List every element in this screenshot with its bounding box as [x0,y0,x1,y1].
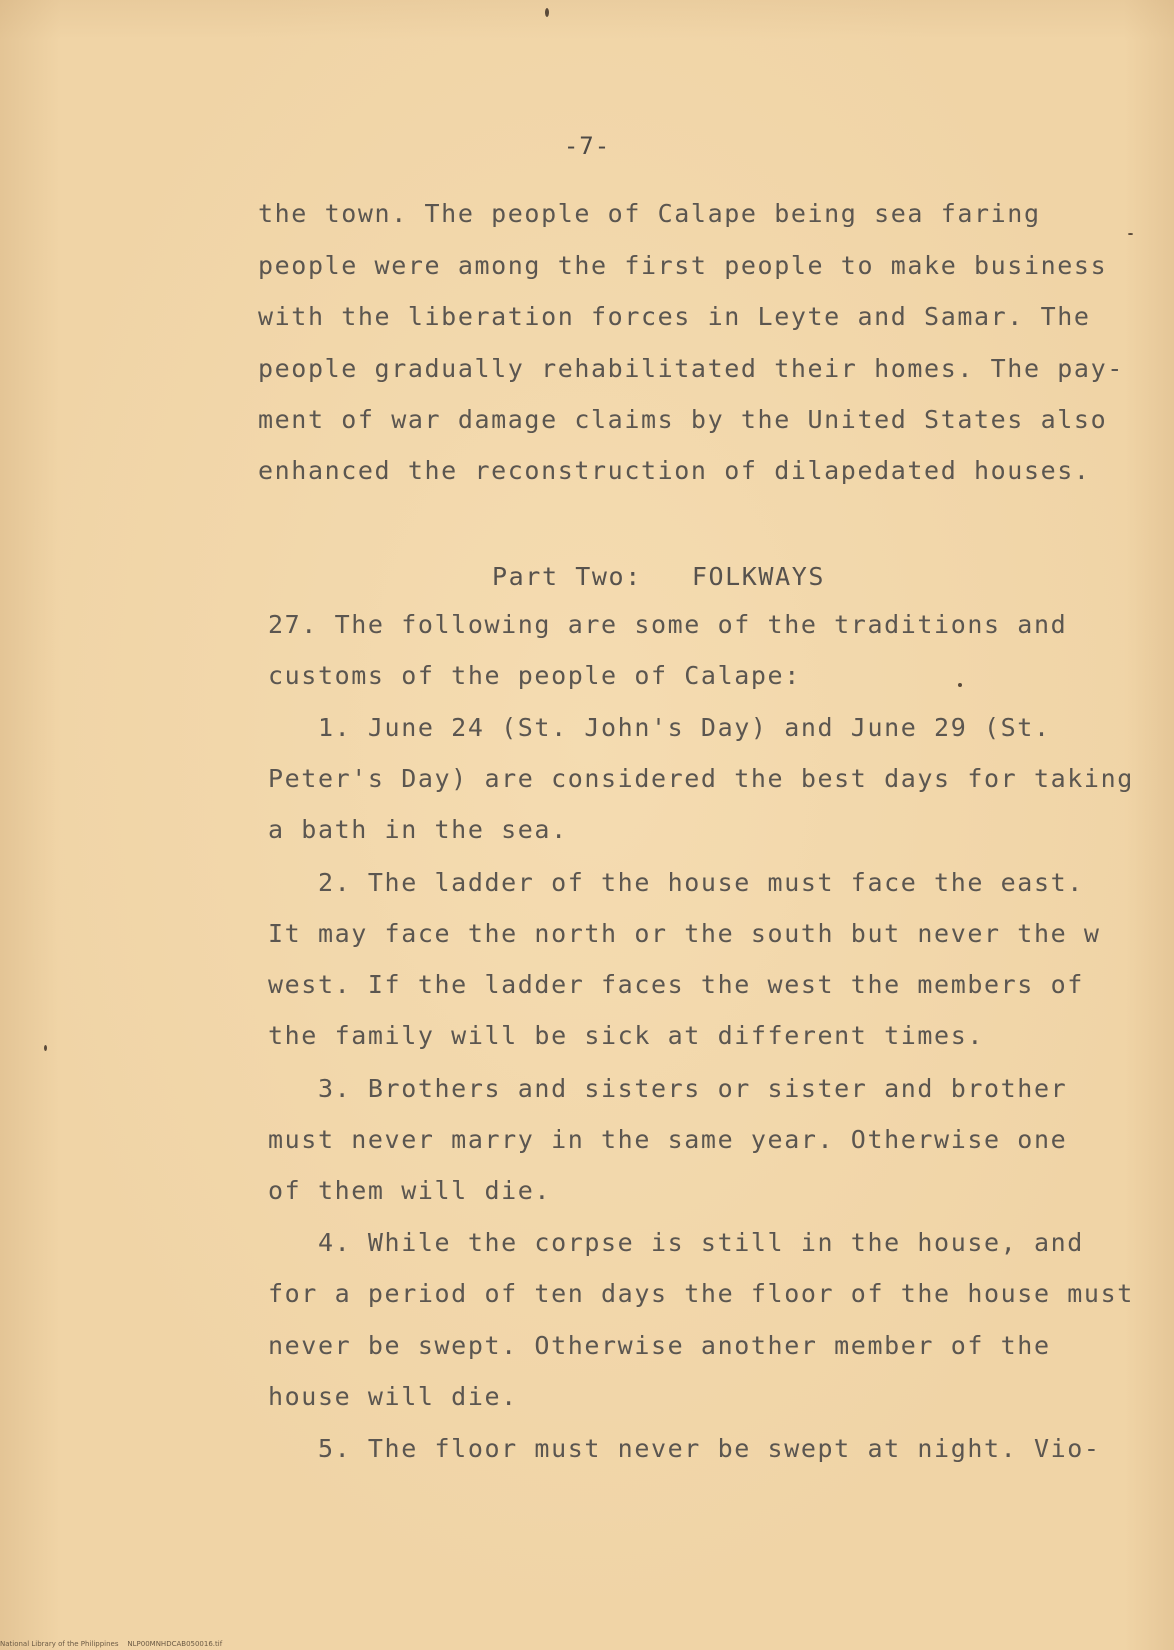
text-line: 4. While the corpse is still in the house, and [268,1228,1084,1257]
page-number: -7- [563,132,611,160]
text-line: enhanced the reconstruction of dilapedated houses. [258,456,1091,485]
text-line: 3. Brothers and sisters or sister and brother [268,1074,1068,1103]
text-line: 5. The floor must never be swept at night. Vio- [268,1434,1101,1463]
text-line: customs of the people of Calape: [268,661,801,690]
ink-speck [545,8,549,17]
text-line: a bath in the sea. [268,815,568,844]
archive-footer: National Library of the Philippines NLP00MNHDCAB050016.tif [0,1640,223,1648]
text-line: people were among the first people to make business [258,251,1108,280]
text-line: the family will be sick at different times. [268,1021,985,1050]
text-line: 2. The ladder of the house must face the east. [268,868,1084,897]
text-line: people gradually rehabilitated their homes. The pay- [258,354,1124,383]
text-line: the town. The people of Calape being sea faring [258,199,1041,228]
text-line: must never marry in the same year. Otherwise one [268,1125,1068,1154]
text-line: never be swept. Otherwise another member of the [268,1331,1051,1360]
section-heading: Part Two: FOLKWAYS [492,562,826,591]
text-line: with the liberation forces in Leyte and Samar. The [258,302,1091,331]
text-line: 1. June 24 (St. John's Day) and June 29 (St. [268,713,1051,742]
text-line: house will die. [268,1382,518,1411]
text-line: ment of war damage claims by the United States also [258,405,1108,434]
text-line: of them will die. [268,1176,552,1205]
text-line: west. If the ladder faces the west the members of [268,970,1084,999]
text-line: Peter's Day) are considered the best days for taking [268,764,1134,793]
ink-speck [958,683,962,687]
text-line: It may face the north or the south but never the w [268,919,1101,948]
text-line: for a period of ten days the floor of the house must [268,1279,1134,1308]
ink-speck [1128,233,1133,235]
text-line: 27. The following are some of the traditions and [268,610,1068,639]
ink-speck [44,1045,47,1051]
